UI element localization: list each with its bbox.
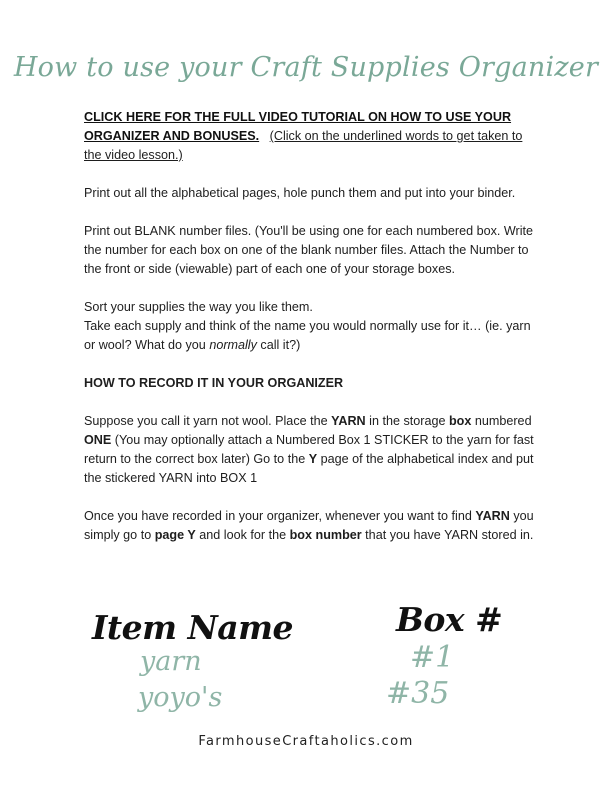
item-name-header: Item Name xyxy=(92,608,294,647)
example-box-1: #1 xyxy=(410,640,455,675)
box-number-header: Box # xyxy=(396,600,503,639)
suppose-text-1: Suppose you call it yarn not wool. Place the xyxy=(84,414,332,428)
once-bold-page: page Y xyxy=(154,528,196,542)
suppose-bold-box: box xyxy=(448,414,472,428)
once-text-1: Once you have recorded in your organizer, whenever you want to find xyxy=(84,509,476,523)
suppose-bold-yarn: YARN xyxy=(331,414,366,428)
once-text-3: and look for the xyxy=(195,528,290,542)
think-text-2: call it?) xyxy=(256,338,301,352)
once-bold-box-number: box number xyxy=(289,528,362,542)
once-bold-yarn: YARN xyxy=(475,509,510,523)
think-text-1: Take each supply and think of the name you would normally use for it… (ie. yarn or wool? What do you xyxy=(84,319,531,352)
once-text-2: you simply go to xyxy=(84,509,534,542)
example-item-2: yoyo's xyxy=(138,682,223,713)
example-item-1: yarn xyxy=(140,646,202,677)
suppose-text-2: in the storage xyxy=(365,414,449,428)
record-heading: HOW TO RECORD IT IN YOUR ORGANIZER xyxy=(84,376,344,390)
suppose-text-3: numbered xyxy=(471,414,532,428)
print-alphabetical-paragraph: Print out all the alphabetical pages, hole punch them and put into your binder. xyxy=(84,186,516,200)
once-text-4: that you have YARN stored in. xyxy=(361,528,534,542)
example-box-2: #35 xyxy=(386,676,450,711)
suppose-bold-y: Y xyxy=(308,452,318,466)
print-blank-paragraph: Print out BLANK number files. (You'll be using one for each numbered box. Write the number for each box on one of the blank number files. Attach the Number to the front or side (viewable) part of each one of your storage boxes. xyxy=(84,224,534,276)
think-emphasis: normally xyxy=(209,338,257,352)
website-footer: FarmhouseCraftaholics.com xyxy=(198,734,414,749)
suppose-bold-one: ONE xyxy=(84,433,112,447)
suppose-text-5: page of the alphabetical index and put the stickered YARN into BOX 1 xyxy=(84,452,534,485)
suppose-text-4: (You may optionally attach a Numbered Box 1 STICKER to the yarn for fast return to the correct box later) Go to the xyxy=(84,433,534,466)
video-tutorial-link[interactable]: CLICK HERE FOR THE FULL VIDEO TUTORIAL ON HOW TO USE YOUR ORGANIZER AND BONUSES. xyxy=(84,110,512,143)
instructions xyxy=(84,108,536,564)
once-paragraph xyxy=(84,507,536,545)
sort-paragraph: Sort your supplies the way you like them. xyxy=(84,300,313,314)
suppose-paragraph xyxy=(84,412,536,488)
intro-paragraph xyxy=(84,108,536,165)
video-lesson-note-link[interactable]: (Click on the underlined words to get taken to the video lesson.) xyxy=(84,129,523,162)
page-title: How to use your Craft Supplies Organizer xyxy=(13,52,599,83)
think-paragraph xyxy=(84,317,536,355)
